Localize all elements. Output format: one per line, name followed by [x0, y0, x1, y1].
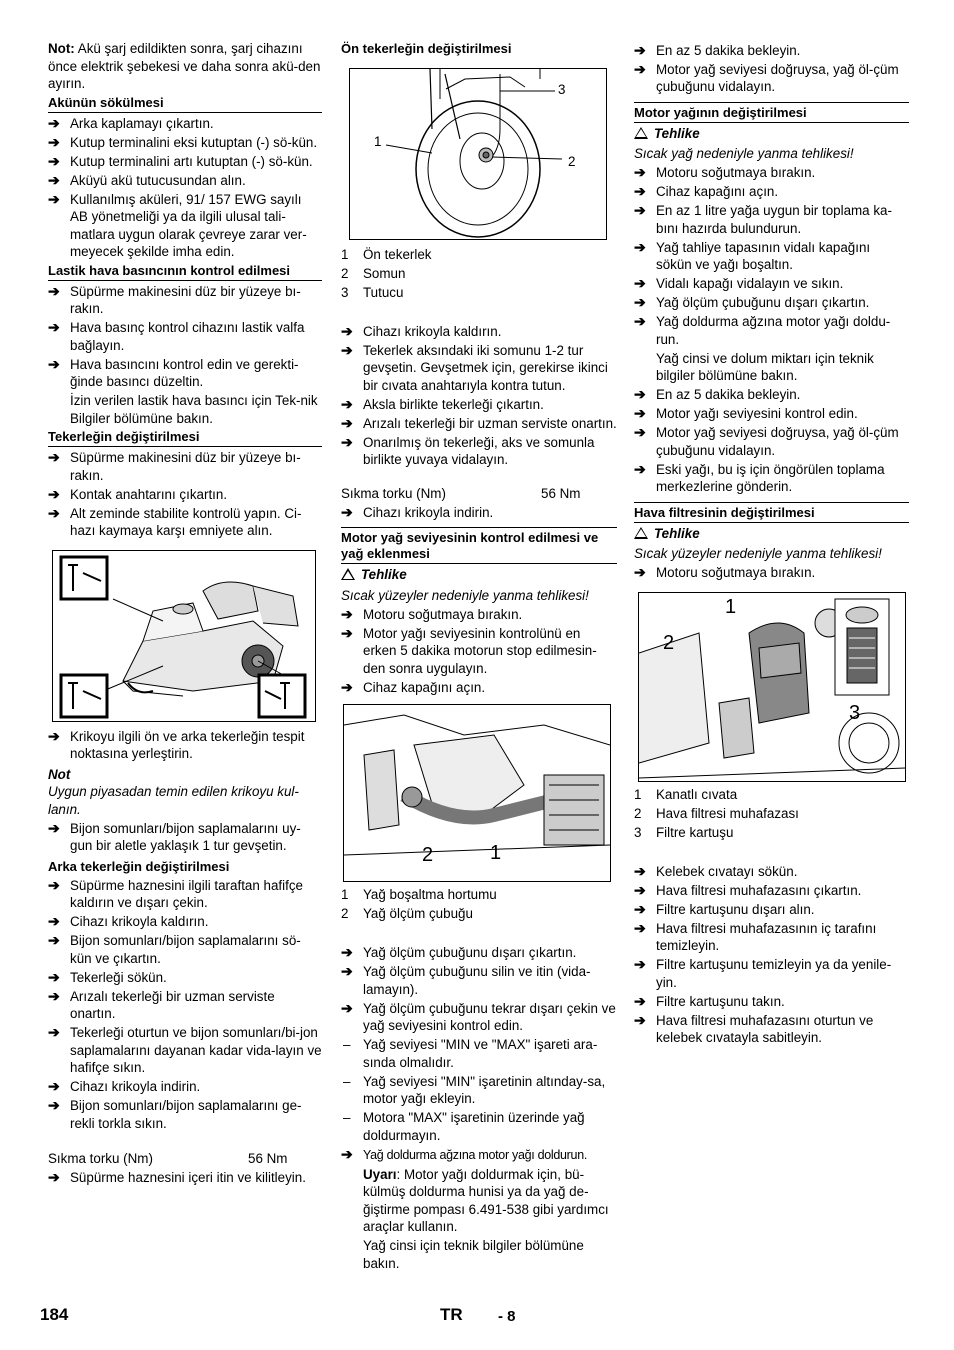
arrow-icon: ➔	[48, 968, 60, 985]
step-item: ➔ Yağ ölçüm çubuğunu silin ve itin (vida-lamayın).	[341, 963, 591, 997]
dash-item: – Motora "MAX" işaretinin üzerinde yağ doldurmayın.	[343, 1110, 585, 1143]
step-item: ➔ Filtre kartuşunu takın.	[634, 992, 785, 1009]
step-item: ➔ Eski yağı, bu iş için öngörülen toplama merkezlerine gönderin.	[634, 460, 885, 494]
arrow-icon: ➔	[48, 282, 60, 299]
step-item: ➔ Arızalı tekerleği bir uzman serviste onartın.	[341, 414, 617, 431]
legend-item: 1 Ön tekerlek	[341, 246, 432, 262]
oil-change-steps-b	[634, 386, 909, 496]
intro-note	[48, 40, 322, 93]
step-item: ➔ Aksla birlikte tekerleği çıkartın.	[341, 395, 544, 412]
arrow-icon: ➔	[634, 405, 646, 421]
arrow-icon: ➔	[48, 932, 60, 948]
arrow-icon: ➔	[48, 1097, 60, 1113]
step-item: ➔ Motoru soğutmaya bırakın.	[341, 605, 523, 622]
arrow-icon: ➔	[48, 355, 60, 372]
step-item: ➔ Vidalı kapağı vidalayın ve sıkın.	[634, 275, 844, 291]
front-wheel-legend	[341, 246, 617, 302]
legend-item: 3 Tutucu	[341, 284, 404, 300]
battery-heading: Akünün sökülmesi	[48, 95, 322, 113]
arrow-icon: ➔	[48, 1078, 60, 1094]
arrow-icon: ➔	[48, 727, 60, 744]
jack-step: ➔ Krikoyu ilgili ön ve arka tekerleğin tespit noktasına yerleştirin.	[48, 727, 305, 761]
arrow-icon: ➔	[634, 424, 646, 440]
step-item: ➔ Motor yağı seviyesini kontrol edin.	[634, 405, 858, 421]
legend-item: 3 Filtre kartuşu	[634, 824, 734, 840]
danger-label: Tehlike	[341, 566, 617, 584]
step-item: ➔ Süpürme makinesini düz bir yüzeye bı-rakın.	[48, 282, 301, 316]
air-filter-figure	[638, 592, 906, 782]
step-item: ➔ Hava filtresi muhafazasını çıkartın.	[634, 881, 862, 898]
arrow-icon: ➔	[341, 605, 353, 622]
page-number: 184	[40, 1305, 69, 1324]
legend-item: 2 Yağ ölçüm çubuğu	[341, 906, 473, 921]
step-item: ➔ Hava filtresi muhafazasını oturtun ve kelebek cıvatayla sabitleyin.	[634, 1011, 874, 1045]
step-item: ➔ Yağ ölçüm çubuğunu tekrar dışarı çekin ve yağ seviyesini kontrol edin.	[341, 999, 616, 1033]
warning-icon	[634, 527, 648, 539]
callout-3: 3	[849, 701, 861, 724]
danger-text: Sıcak yağ nedeniyle yanma tehlikesi!	[634, 146, 854, 161]
column-left	[48, 40, 322, 1188]
arrow-icon: ➔	[341, 503, 353, 520]
step-item: ➔ Arızalı tekerleği bir uzman serviste onartın.	[48, 987, 275, 1021]
step-item: ➔ Arka kaplamayı çıkartın.	[48, 114, 214, 131]
note-text: Akü şarj edildikten sonra, şarj cihazını önce elektrik şebekesi ve daha sonra akü-den ayırın.	[48, 41, 321, 91]
arrow-icon: ➔	[634, 900, 646, 917]
wheel-change-heading: Tekerleğin değiştirilmesi	[48, 429, 322, 447]
step-item: ➔ Cihaz kapağını açın.	[341, 678, 486, 695]
arrow-icon: ➔	[48, 114, 60, 131]
cool-step: ➔ Motoru soğutmaya bırakın.	[634, 564, 816, 580]
arrow-icon: ➔	[48, 819, 60, 836]
step-item: ➔ Yağ ölçüm çubuğunu dışarı çıkartın.	[341, 944, 577, 960]
arrow-icon: ➔	[341, 624, 353, 641]
step-item: ➔ Yağ doldurma ağzına motor yağı doldu-run.	[634, 313, 891, 347]
arrow-icon: ➔	[48, 987, 60, 1004]
step-item: ➔ Bijon somunları/bijon saplamalarını sö-kün ve çıkartın.	[48, 932, 301, 966]
callout-1: 1	[725, 595, 737, 618]
step-item: ➔ Motor yağ seviyesi doğruysa, yağ öl-çüm çubuğunu vidalayın.	[634, 424, 899, 458]
oil-change-note: Yağ cinsi ve dolum miktarı için teknik bilgiler bölümüne bakın.	[656, 350, 874, 383]
legend-item: 1 Kanatlı cıvata	[634, 786, 738, 802]
danger-text: Sıcak yüzeyler nedeniyle yanma tehlikesi!	[341, 587, 589, 603]
rear-wheel-heading: Arka tekerleğin değiştirilmesi	[48, 858, 230, 874]
torque-value: 56 Nm	[248, 1151, 288, 1166]
dash-item: – Yağ seviyesi "MIN" işaretinin altınday-sa, motor yağı ekleyin.	[343, 1073, 606, 1106]
arrow-icon: ➔	[341, 999, 353, 1016]
lower-step: ➔ Cihazı krikoyla indirin.	[341, 503, 494, 520]
step-item: ➔ Onarılmış ön tekerleği, aks ve somunla birlikte yuvaya vidalayın.	[341, 433, 595, 467]
arrow-icon: ➔	[634, 919, 646, 936]
arrow-icon: ➔	[48, 1024, 60, 1040]
step-item: ➔ Filtre kartuşunu dışarı alın.	[634, 900, 815, 917]
arrow-icon: ➔	[48, 913, 60, 929]
arrow-icon: ➔	[634, 60, 646, 77]
step-item: ➔ Süpürme haznesini ilgili taraftan hafifçe kaldırın ve dışarı çekin.	[48, 876, 303, 910]
step-item: ➔ Alt zeminde stabilite kontrolü yapın. Ci-hazı kaymaya karşı emniyete alın.	[48, 504, 302, 538]
fill-note: Yağ cinsi için teknik bilgiler bölümüne bakın.	[363, 1238, 584, 1271]
battery-steps	[48, 115, 322, 261]
oil-steps-a	[341, 606, 617, 697]
arrow-icon: ➔	[634, 386, 646, 402]
step-item: ➔ Hava basıncını kontrol edin ve gerekti-ğinde basıncı düzeltin.	[48, 355, 299, 389]
step-item: ➔ Cihazı krikoyla kaldırın.	[341, 322, 502, 339]
step-item: ➔ Tekerleği sökün.	[48, 968, 167, 985]
arrow-icon: ➔	[341, 963, 353, 979]
callout-3: 3	[558, 81, 566, 97]
arrow-icon: ➔	[48, 133, 60, 150]
arrow-icon: ➔	[341, 678, 353, 695]
note2-heading: Not	[48, 766, 71, 782]
fill-step: ➔ Yağ doldurma ağzına motor yağı doldurun.	[341, 1145, 588, 1162]
step-item: ➔ Bijon somunları/bijon saplamalarını ge-rekli torkla sıkın.	[48, 1097, 302, 1131]
step-item: ➔ En az 1 litre yağa uygun bir toplama ka-bını hazırda bulundurun.	[634, 202, 892, 236]
danger-label: Tehlike	[634, 525, 909, 543]
arrow-icon: ➔	[634, 238, 646, 255]
torque-row	[48, 1150, 322, 1168]
air-filter-legend	[634, 786, 909, 842]
step-item: ➔ Kullanılmış aküleri, 91/ 157 EWG sayılı AB yönetmeliği ya da ilgili ulusal tali-matlara uygun olarak çevreye zarar ver-meyecek şekilde imha edin.	[48, 190, 307, 259]
language-code: TR	[440, 1305, 463, 1324]
arrow-icon: ➔	[48, 449, 60, 465]
sweeper-illustration	[53, 551, 315, 721]
arrow-icon: ➔	[634, 460, 646, 477]
arrow-icon: ➔	[634, 41, 646, 58]
oil-change-heading: Motor yağının değiştirilmesi	[634, 102, 909, 123]
step-item: ➔ Hava filtresi muhafazasının iç tarafını temizleyin.	[634, 919, 877, 953]
torque-label: Sıkma torku (Nm)	[48, 1151, 153, 1166]
step-item: ➔ Tekerleği oturtun ve bijon somunları/bi-jon saplamalarını dayanan kadar vida-layın ve hafifçe sıkın.	[48, 1024, 322, 1075]
tire-steps	[48, 283, 322, 391]
arrow-icon: ➔	[634, 862, 646, 879]
callout-2: 2	[422, 844, 434, 866]
callout-1: 1	[374, 133, 382, 149]
front-wheel-figure	[349, 68, 607, 240]
arrow-icon: ➔	[634, 202, 646, 218]
arrow-icon: ➔	[48, 319, 60, 335]
torque-row	[341, 485, 617, 503]
step-item: ➔ En az 5 dakika bekleyin.	[634, 41, 801, 58]
arrow-icon: ➔	[341, 322, 353, 339]
step-item: ➔ Kontak anahtarını çıkartın.	[48, 485, 228, 502]
top-steps	[634, 42, 909, 96]
note2-text: Uygun piyasadan temin edilen krikoyu kul-lanın.	[48, 784, 299, 817]
wheel-steps	[48, 449, 322, 540]
arrow-icon: ➔	[48, 876, 60, 893]
arrow-icon: ➔	[634, 294, 646, 310]
tire-note: İzin verilen lastik hava basıncı için Tek-nik Bilgiler bölümüne bakın.	[70, 393, 318, 426]
step-item: ➔ Cihazı krikoyla indirin.	[48, 1078, 201, 1094]
oil-dipstick-figure	[343, 704, 611, 882]
callout-2: 2	[568, 153, 576, 169]
arrow-icon: ➔	[48, 504, 60, 521]
dash-item: – Yağ seviyesi "MIN ve "MAX" işareti ara-sında olmalıdır.	[343, 1037, 598, 1070]
callout-2: 2	[663, 631, 675, 654]
arrow-icon: ➔	[48, 1169, 60, 1185]
step-item: ➔ Tekerlek aksındaki iki somunu 1-2 tur gevşetin. Gevşetmek için, gerekirse ikinci bir cıvata anahtarıyla kontra tutun.	[341, 341, 608, 393]
oil-level-heading: Motor yağ seviyesinin kontrol edilmesi ve yağ eklenmesi	[341, 527, 617, 564]
arrow-icon: ➔	[634, 164, 646, 180]
arrow-icon: ➔	[48, 171, 60, 188]
step-item: ➔ Cihazı krikoyla kaldırın.	[48, 913, 209, 929]
arrow-icon: ➔	[634, 564, 646, 580]
step-item: ➔ Aküyü akü tutucusundan alın.	[48, 171, 246, 188]
danger-text: Sıcak yüzeyler nedeniyle yanma tehlikesi!	[634, 546, 882, 561]
arrow-icon: ➔	[341, 433, 353, 450]
step-item: ➔ Kelebek cıvatayı sökün.	[634, 862, 798, 879]
step-item: ➔ Yağ ölçüm çubuğunu dışarı çıkartın.	[634, 294, 870, 310]
arrow-icon: ➔	[341, 395, 353, 412]
legend-item: 1 Yağ boşaltma hortumu	[341, 887, 497, 902]
air-filter-heading: Hava filtresinin değiştirilmesi	[634, 502, 909, 523]
callout-1: 1	[490, 842, 502, 864]
arrow-icon: ➔	[341, 944, 353, 960]
arrow-icon: ➔	[341, 341, 353, 358]
column-right	[634, 40, 909, 1048]
torque-label: Sıkma torku (Nm)	[341, 485, 446, 501]
step-item: ➔ Motor yağ seviyesi doğruysa, yağ öl-çüm çubuğunu vidalayın.	[634, 60, 899, 94]
arrow-icon: ➔	[48, 190, 60, 207]
legend-item: 2 Somun	[341, 265, 406, 281]
note-label: Not:	[48, 41, 75, 56]
legend-item: 2 Hava filtresi muhafazası	[634, 805, 799, 821]
rear-steps	[48, 877, 322, 1133]
oil-change-steps-a	[634, 164, 909, 348]
arrow-icon: ➔	[634, 183, 646, 199]
arrow-icon: ➔	[634, 992, 646, 1009]
danger-label: Tehlike	[634, 125, 909, 143]
step-item: ➔ Motor yağı seviyesinin kontrolünü en erken 5 dakika motorun stop edilmesin-den sonra uygulayın.	[341, 624, 597, 676]
column-middle	[341, 40, 617, 1274]
caution: Uyarı: Motor yağı doldurmak için, bü-külmüş doldurma hunisi ya da yağ de-ğiştirme pompası 6.491-538 gibi yardımcı araçlar kullanın.	[363, 1166, 609, 1234]
section-number: - 8	[498, 1308, 516, 1325]
torque-value: 56 Nm	[541, 485, 581, 501]
engine-illustration	[344, 705, 610, 881]
step-item: ➔ Cihaz kapağını açın.	[634, 183, 779, 199]
warning-icon	[634, 127, 648, 139]
step-item: ➔ Filtre kartuşunu temizleyin ya da yenile-yin.	[634, 956, 892, 990]
air-filter-illustration	[639, 593, 905, 781]
sweeper-jack-figure	[52, 550, 316, 722]
arrow-icon: ➔	[634, 956, 646, 972]
step-item: ➔ Kutup terminalini artı kutuptan (-) sö-kün.	[48, 152, 313, 169]
dash-items	[341, 1036, 617, 1144]
arrow-icon: ➔	[341, 1145, 353, 1162]
arrow-icon: ➔	[634, 275, 646, 291]
front-steps	[341, 323, 617, 469]
step-item: ➔ Kutup terminalini eksi kutuptan (-) sö-kün.	[48, 133, 318, 150]
step-item: ➔ Süpürme makinesini düz bir yüzeye bı-rakın.	[48, 449, 301, 483]
air-filter-steps	[634, 863, 909, 1047]
arrow-icon: ➔	[634, 881, 646, 898]
warning-icon	[341, 568, 355, 580]
arrow-icon: ➔	[634, 313, 646, 329]
final-step: ➔ Süpürme haznesini içeri itin ve kilitleyin.	[48, 1169, 306, 1185]
arrow-icon: ➔	[341, 414, 353, 431]
step-item: ➔ Motoru soğutmaya bırakın.	[634, 164, 816, 180]
bolt-step: ➔ Bijon somunları/bijon saplamalarını uy-gun bir aletle yaklaşık 1 tur gevşetin.	[48, 819, 301, 853]
arrow-icon: ➔	[48, 485, 60, 502]
arrow-icon: ➔	[634, 1011, 646, 1028]
step-item: ➔ Yağ tahliye tapasının vidalı kapağını sökün ve yağı boşaltın.	[634, 238, 871, 272]
oil-steps-b	[341, 944, 617, 1035]
dipstick-legend	[341, 886, 617, 923]
tire-pressure-heading: Lastik hava basıncının kontrol edilmesi	[48, 263, 322, 281]
arrow-icon: ➔	[48, 152, 60, 169]
step-item: ➔ En az 5 dakika bekleyin.	[634, 386, 801, 402]
front-wheel-heading: Ön tekerleğin değiştirilmesi	[341, 41, 512, 56]
step-item: ➔ Hava basınç kontrol cihazını lastik valfa bağlayın.	[48, 319, 305, 353]
